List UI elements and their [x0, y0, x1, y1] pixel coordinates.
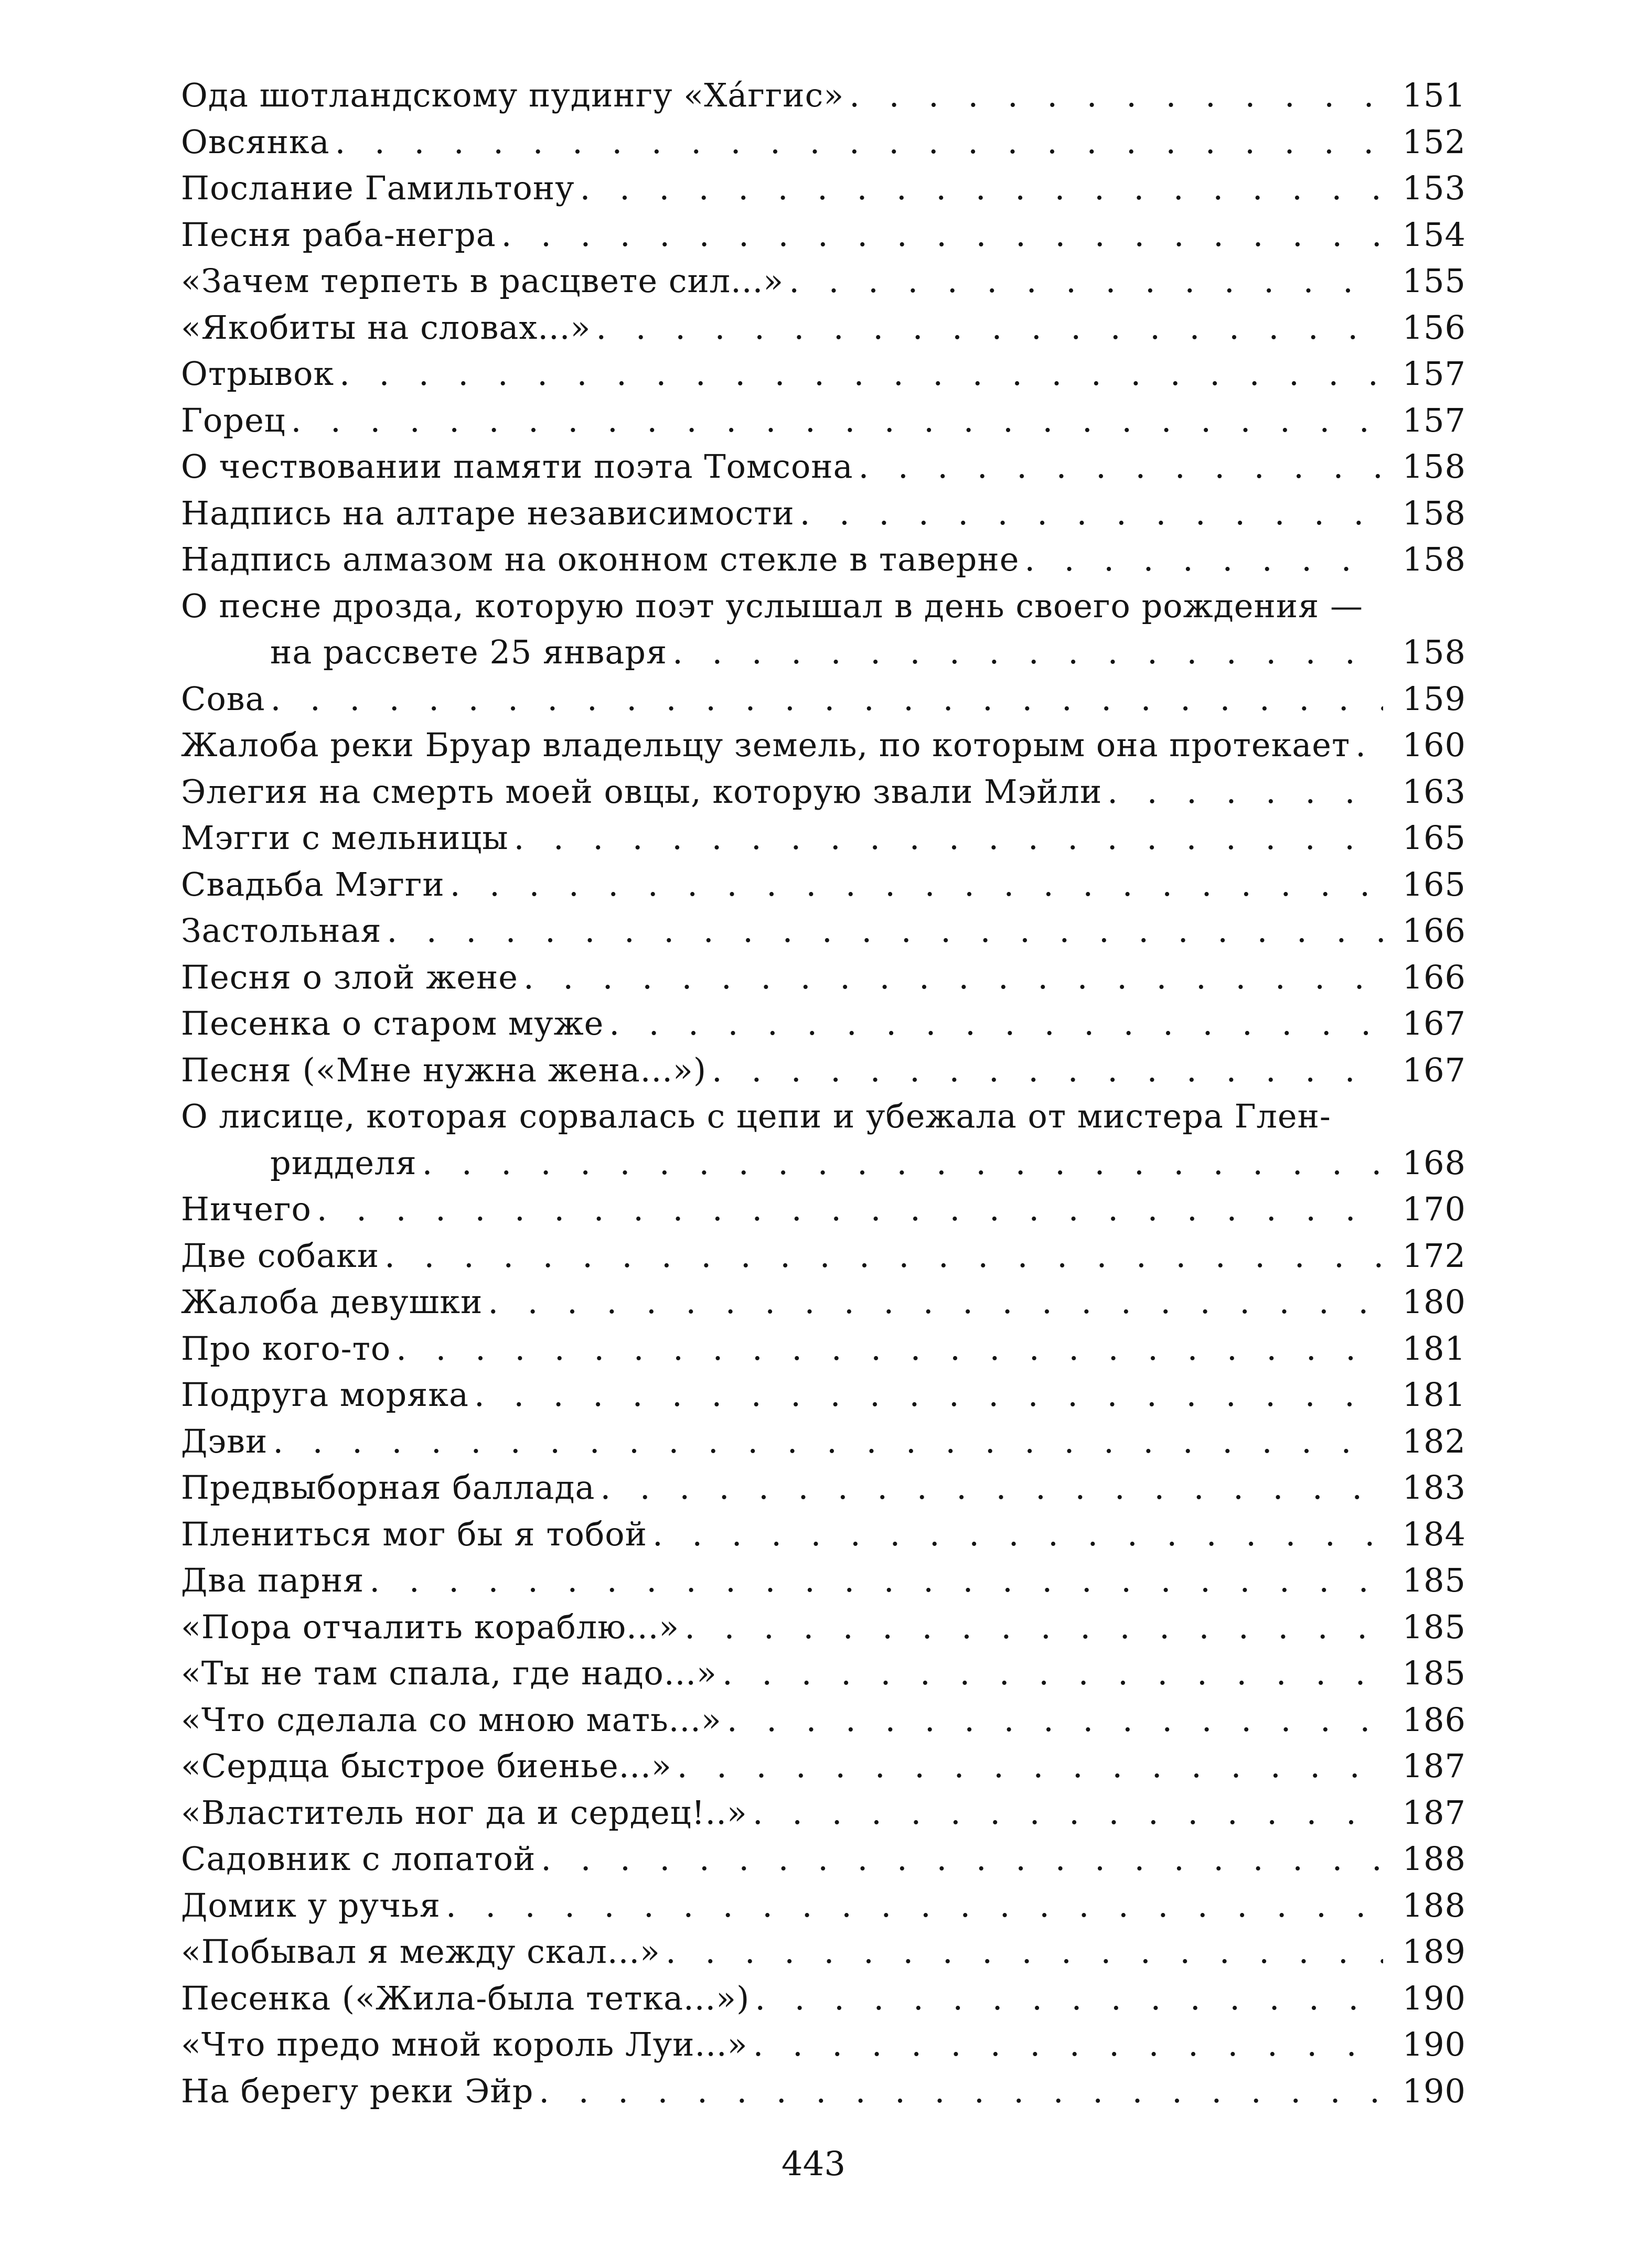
toc-entry — [181, 490, 1466, 537]
toc-entry — [181, 536, 1466, 583]
toc-entry-title: Песенка («Жила-была тетка...») — [181, 1979, 750, 2017]
toc-entry-page-number: 157 — [1402, 401, 1466, 439]
toc-entry-page-number: 157 — [1402, 354, 1466, 393]
toc-entry-title: «Зачем терпеть в расцвете сил...» — [181, 262, 784, 300]
toc-entry-title-line1: О песне дрозда, которую поэт услышал в день своего рождения — — [181, 586, 1363, 625]
toc-entry-page-number: 185 — [1402, 1607, 1466, 1646]
toc-entry-page-number: 190 — [1402, 2071, 1466, 2110]
toc-entry-title: Про кого-то — [181, 1329, 391, 1368]
toc-entry — [181, 954, 1466, 1001]
dot-leader — [1107, 769, 1383, 815]
dot-leader — [488, 1279, 1383, 1326]
toc-entry-page-number: 184 — [1402, 1514, 1466, 1553]
toc-entry-title: Песня раба-негра — [181, 215, 496, 254]
toc-entry — [181, 1047, 1466, 1094]
toc-entry-title: Элегия на смерть моей овцы, которую звали Мэйли — [181, 772, 1102, 811]
toc-entry-title-line2: ридделя — [270, 1143, 417, 1182]
toc-entry-title: Песенка о старом муже — [181, 1004, 604, 1042]
toc-entry-title: «Якобиты на словах...» — [181, 308, 591, 347]
toc-entry-title: Свадьба Мэгги — [181, 865, 445, 904]
toc-entry-title: Застольная — [181, 911, 382, 950]
toc-entry — [181, 351, 1466, 397]
dot-leader — [859, 444, 1383, 490]
toc-entry-title: «Что сделала со мною мать...» — [181, 1700, 722, 1739]
toc-entry-page-number: 188 — [1402, 1886, 1466, 1925]
toc-entry-page-number: 183 — [1402, 1468, 1466, 1507]
toc-entry — [181, 722, 1466, 769]
toc-entry-page-number: 186 — [1402, 1700, 1466, 1739]
toc-entry — [181, 815, 1466, 862]
toc-entry-title: Песня о злой жене — [181, 958, 518, 996]
toc-entry-page-number: 170 — [1402, 1190, 1466, 1228]
toc-entry-page-number: 158 — [1402, 493, 1466, 532]
toc-entry-page-number: 188 — [1402, 1840, 1466, 1878]
dot-leader — [666, 1929, 1383, 1975]
dot-leader — [396, 1326, 1383, 1372]
toc-entry — [181, 676, 1466, 723]
dot-leader — [652, 1511, 1383, 1558]
toc-entry-title: Послание Гамильтону — [181, 169, 575, 207]
dot-leader — [1024, 536, 1383, 583]
toc-entry-page-number: 159 — [1402, 679, 1466, 718]
dot-leader — [273, 1418, 1383, 1465]
toc-entry-page-number: 181 — [1402, 1329, 1466, 1368]
dot-leader — [384, 1233, 1383, 1280]
toc-entry — [181, 1604, 1466, 1651]
dot-leader — [514, 815, 1383, 862]
dot-leader — [849, 72, 1383, 119]
toc-entry — [181, 1743, 1466, 1790]
dot-leader — [672, 629, 1383, 676]
toc-entry-page-number: 151 — [1402, 76, 1466, 114]
toc-entry-page-number: 158 — [1402, 633, 1466, 671]
dot-leader — [387, 908, 1383, 954]
dot-leader — [755, 1975, 1383, 2022]
toc-entry-title-line1: О лисице, которая сорвалась с цепи и убежала от мистера Глен- — [181, 1097, 1331, 1135]
toc-entry-title: Ничего — [181, 1190, 312, 1228]
toc-entry-title: О чествовании памяти поэта Томсона — [181, 447, 853, 486]
toc-entry — [181, 1279, 1466, 1326]
toc-entry-page-number: 166 — [1402, 911, 1466, 950]
toc-entry-title: Сова — [181, 679, 265, 718]
toc-entry-page-number: 185 — [1402, 1561, 1466, 1599]
toc-entry-title: Садовник с лопатой — [181, 1840, 536, 1878]
toc-entry-title: Жалоба девушки — [181, 1283, 483, 1321]
dot-leader — [800, 490, 1383, 537]
toc-entry-page-number: 187 — [1402, 1793, 1466, 1832]
toc-entry-page-number: 160 — [1402, 726, 1466, 764]
dot-leader — [677, 1743, 1383, 1790]
toc-entry-title: «Властитель ног да и сердец!..» — [181, 1793, 747, 1832]
toc-entry — [181, 1790, 1466, 1836]
toc-entry-page-number: 189 — [1402, 1932, 1466, 1971]
dot-leader — [722, 1650, 1383, 1697]
toc-entry-title: Подруга моряка — [181, 1375, 469, 1414]
toc-entry — [181, 1326, 1466, 1372]
dot-leader — [291, 397, 1383, 444]
toc-entry — [181, 769, 1466, 815]
dot-leader — [523, 954, 1383, 1001]
toc-entry — [181, 1557, 1466, 1604]
toc-entry-title: Овсянка — [181, 122, 330, 161]
dot-leader — [596, 305, 1383, 351]
toc-entry-title: Горец — [181, 401, 286, 439]
table-of-contents — [181, 72, 1466, 2114]
dot-leader — [339, 351, 1383, 397]
dot-leader — [474, 1372, 1383, 1418]
toc-entry — [181, 1418, 1466, 1465]
toc-entry-title: «Сердца быстрое биенье...» — [181, 1747, 672, 1785]
dot-leader — [501, 212, 1383, 259]
dot-leader — [580, 165, 1383, 212]
toc-entry-title: На берегу реки Эйр — [181, 2071, 534, 2110]
toc-entry-title: Мэгги с мельницы — [181, 819, 509, 857]
toc-entry-page-number: 187 — [1402, 1747, 1466, 1785]
toc-entry — [181, 258, 1466, 305]
toc-entry-page-number: 153 — [1402, 169, 1466, 207]
toc-entry-page-number: 168 — [1402, 1143, 1466, 1182]
dot-leader — [712, 1047, 1383, 1094]
toc-entry-title-line2: на рассвете 25 января — [270, 633, 668, 671]
dot-leader — [541, 1836, 1383, 1883]
dot-leader — [271, 676, 1383, 723]
toc-entry-title: Домик у ручья — [181, 1886, 441, 1925]
toc-entry-title: Два парня — [181, 1561, 365, 1599]
toc-entry-page-number: 163 — [1402, 772, 1466, 811]
toc-entry — [181, 1929, 1466, 1975]
toc-entry — [181, 1511, 1466, 1558]
toc-entry — [181, 1697, 1466, 1744]
toc-entry — [181, 444, 1466, 490]
toc-entry — [181, 908, 1466, 954]
toc-entry-page-number: 155 — [1402, 262, 1466, 300]
toc-entry-page-number: 165 — [1402, 865, 1466, 904]
toc-entry — [181, 305, 1466, 351]
toc-entry — [181, 1372, 1466, 1418]
dot-leader — [317, 1186, 1383, 1233]
dot-leader — [753, 1790, 1383, 1836]
toc-entry — [181, 397, 1466, 444]
toc-entry — [181, 583, 1466, 676]
toc-entry-page-number: 185 — [1402, 1654, 1466, 1692]
toc-entry-page-number: 156 — [1402, 308, 1466, 347]
toc-entry-title: Песня («Мне нужна жена...») — [181, 1050, 707, 1089]
dot-leader — [450, 862, 1383, 908]
dot-leader — [609, 1001, 1383, 1047]
toc-entry — [181, 1001, 1466, 1047]
toc-entry-page-number: 180 — [1402, 1283, 1466, 1321]
toc-entry — [181, 1233, 1466, 1280]
toc-entry-title: Отрывок — [181, 354, 335, 393]
toc-entry-page-number: 167 — [1402, 1050, 1466, 1089]
toc-entry-page-number: 152 — [1402, 122, 1466, 161]
toc-entry — [181, 212, 1466, 259]
dot-leader — [601, 1465, 1384, 1511]
toc-entry-page-number: 167 — [1402, 1004, 1466, 1042]
toc-entry-title: Жалоба реки Бруар владельцу земель, по которым она протекает — [181, 726, 1351, 764]
dot-leader — [789, 258, 1383, 305]
toc-entry-title: Ода шотландскому пудингу «Хáггис» — [181, 76, 844, 114]
dot-leader — [335, 119, 1383, 166]
dot-leader — [684, 1604, 1383, 1651]
toc-entry-title: «Побывал я между скал...» — [181, 1932, 660, 1971]
toc-entry-page-number: 165 — [1402, 819, 1466, 857]
dot-leader — [539, 2068, 1383, 2115]
toc-entry-title: Надпись на алтаре независимости — [181, 493, 795, 532]
toc-entry — [181, 1186, 1466, 1233]
dot-leader — [369, 1557, 1383, 1604]
dot-leader — [422, 1140, 1383, 1187]
toc-entry-page-number: 181 — [1402, 1375, 1466, 1414]
toc-entry-title: «Ты не там спала, где надо...» — [181, 1654, 717, 1692]
toc-entry — [181, 1883, 1466, 1929]
toc-entry-page-number: 166 — [1402, 958, 1466, 996]
dot-leader — [727, 1697, 1383, 1744]
toc-entry — [181, 1650, 1466, 1697]
toc-entry-page-number: 154 — [1402, 215, 1466, 254]
toc-entry — [181, 1836, 1466, 1883]
toc-entry-page-number: 158 — [1402, 540, 1466, 578]
toc-entry — [181, 1975, 1466, 2022]
toc-entry — [181, 119, 1466, 166]
toc-entry — [181, 1465, 1466, 1511]
toc-entry — [181, 165, 1466, 212]
dot-leader — [1355, 722, 1383, 769]
toc-entry-title: Надпись алмазом на оконном стекле в таверне — [181, 540, 1020, 578]
toc-entry-title: Предвыборная баллада — [181, 1468, 595, 1507]
toc-entry-title: «Пора отчалить кораблю...» — [181, 1607, 680, 1646]
page-number: 443 — [781, 2145, 846, 2184]
toc-entry-page-number: 172 — [1402, 1236, 1466, 1275]
toc-entry-page-number: 190 — [1402, 2025, 1466, 2063]
toc-entry — [181, 1093, 1466, 1186]
toc-entry-title: Плениться мог бы я тобой — [181, 1514, 647, 1553]
toc-entry-page-number: 182 — [1402, 1422, 1466, 1460]
toc-entry-page-number: 158 — [1402, 447, 1466, 486]
dot-leader — [753, 2022, 1383, 2068]
toc-entry-page-number: 190 — [1402, 1979, 1466, 2017]
toc-entry — [181, 2022, 1466, 2068]
toc-entry-title: «Что предо мной король Луи...» — [181, 2025, 748, 2063]
toc-entry — [181, 72, 1466, 119]
dot-leader — [446, 1883, 1383, 1929]
toc-entry — [181, 862, 1466, 908]
toc-entry-title: Две собаки — [181, 1236, 380, 1275]
toc-entry-title: Дэви — [181, 1422, 268, 1460]
toc-entry — [181, 2068, 1466, 2115]
